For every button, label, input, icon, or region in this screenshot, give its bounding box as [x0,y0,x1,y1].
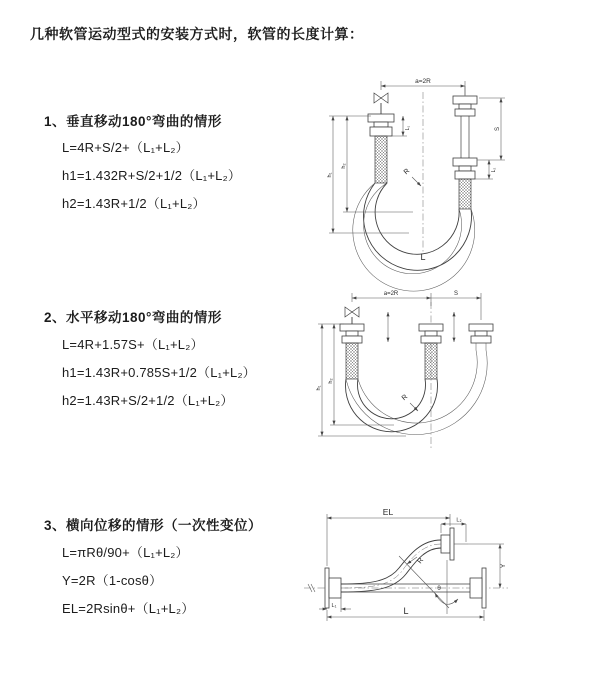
radius-label: R [400,393,410,403]
hose-phantom-outer [353,183,475,291]
dim-label-l2: L₂ [456,517,462,524]
dim-label-a2r: a=2R [415,78,431,85]
section-1-formula-l: L=4R+S/2+（L₁+L₂） [62,140,189,155]
dim-label-h1: h₁ [327,172,333,178]
length-label: L [403,606,409,616]
section-2-formula-h1: h1=1.43R+0.785S+1/2（L₁+L₂） [62,365,256,380]
section-2-formula-l: L=4R+1.57S+（L₁+L₂） [62,337,204,352]
section-1-formula-h2: h2=1.43R+1/2（L₁+L₂） [62,196,206,211]
braided-hose-middle [425,343,437,379]
valve-icon [345,307,359,317]
diagram-vertical-180-bend [313,70,578,262]
dim-label-y: Y [500,563,507,569]
dim-label-s: S [453,291,459,297]
flange-upper [450,528,454,560]
diagram-horizontal-180-bend [306,286,595,460]
section-2-heading: 2、水平移动180°弯曲的情形 [44,310,222,325]
diagram-lateral-displacement [296,500,596,650]
page-title: 几种软管运动型式的安装方式时，软管的长度计算： [30,26,364,42]
hose-outer-edge [363,183,471,270]
dim-label-l1: L₁ [331,603,337,609]
dim-label-s: S [495,126,501,132]
radius-label: R [416,556,426,566]
hose-curve-upper-edge [341,540,441,584]
dim-label-h1: h₁ [316,385,322,391]
braided-hose-left [346,343,358,379]
braided-hose-right [459,179,471,209]
hose-outer-edge [346,379,438,432]
length-label: L [420,252,426,262]
theta-label: θ [437,585,441,592]
section-1-formula-h1: h1=1.432R+S/2+1/2（L₁+L₂） [62,168,242,183]
radius-label: R [402,167,412,177]
dim-label-el: EL [382,507,394,517]
dim-label-l2: L₂ [491,167,497,173]
dim-label-h2: h₂ [341,163,347,169]
section-3-formula-el: EL=2Rsinθ+（L₁+L₂） [62,601,195,616]
section-1-heading: 1、垂直移动180°弯曲的情形 [44,114,222,129]
braided-hose-left [375,136,387,183]
flange-right [482,568,486,608]
section-2-formula-h2: h2=1.43R+S/2+1/2（L₁+L₂） [62,393,234,408]
dim-label-a2r: a=2R [383,291,399,297]
flange-left [325,568,329,608]
section-3-formula-l: L=πRθ/90+（L₁+L₂） [62,545,189,560]
dim-label-h2: h₂ [328,378,334,384]
hose-inner-edge [375,183,459,254]
valve-icon [374,93,388,103]
hose-curve-lower-edge [341,548,441,592]
section-3-formula-y: Y=2R（1-cosθ） [62,573,163,588]
dim-label-l1: L₁ [405,125,411,131]
hose-phantom-inner [358,350,477,423]
hose-phantom-outer [346,350,487,435]
section-3-heading: 3、横向位移的情形（一次性变位） [44,518,263,533]
